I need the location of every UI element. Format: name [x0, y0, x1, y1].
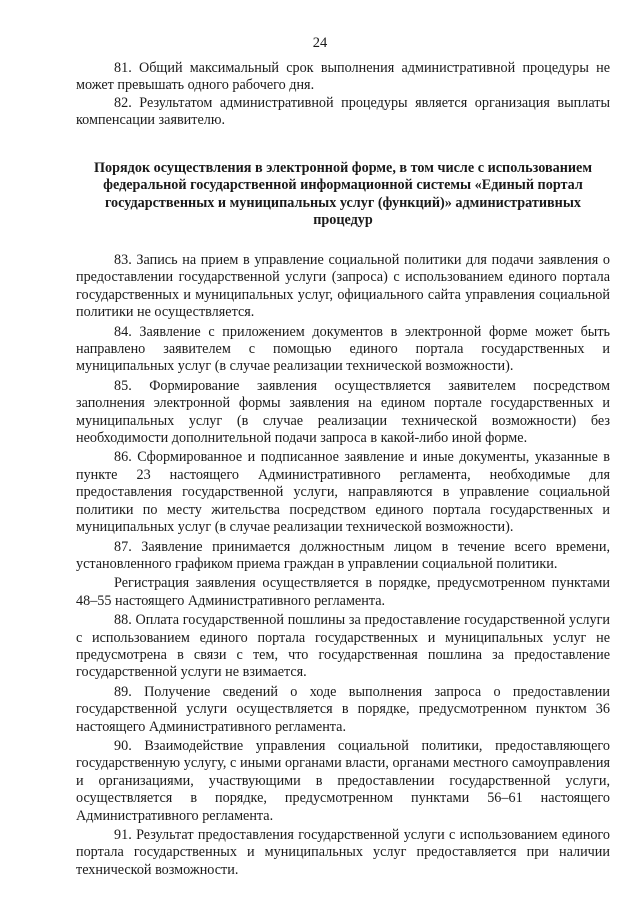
paragraph-85: 85. Формирование заявления осуществляется заявителем посредством заполнения электронной формы заявления на едином портале государственных и муниципальных услуг (в случае реализации технической возможности) без необходимости дополнительной подачи запроса в какой-либо иной форме.	[76, 377, 610, 447]
section-heading: Порядок осуществления в электронной форме, в том числе с использованием федеральной государственной информационной системы «Единый портал государственных и муниципальных услуг (функций)» административных процедур	[93, 159, 593, 229]
page-number: 24	[312, 35, 328, 51]
paragraph-83: 83. Запись на прием в управление социальной политики для подачи заявления о предоставлении государственной услуги (запроса) с использованием единого портала государственных и муниципальных услуг, официального сайта управления социальной политики не осуществляется.	[76, 252, 610, 321]
paragraph-90: 90. Взаимодействие управления социальной политики, предоставляющего государственную услугу, с иными органами власти, органами местного самоуправления и организациями, участвующими в предоставлении государственной услуги, осуществляется в порядке, предусмотренном пунктами 56–61 настоящего Административного регламента.	[76, 737, 610, 824]
paragraph-82: 82. Результатом административной процедуры является организация выплаты компенсации заявителю.	[76, 94, 610, 129]
paragraph-87: 87. Заявление принимается должностным лицом в течение всего времени, установленного графиком приема граждан в управлении социальной политики.	[76, 538, 610, 572]
paragraph-88: 88. Оплата государственной пошлины за предоставление государственной услуги с использованием единого портала государственных и муниципальных услуг не предусмотрена в связи с тем, что государственная пошлина за предоставление государственной услуги не взимается.	[76, 612, 610, 681]
paragraph-84: 84. Заявление с приложением документов в электронной форме может быть направлено заявителем с помощью единого портала государственных и муниципальных услуг (в случае реализации технической возможности).	[76, 323, 610, 375]
paragraph-89: 89. Получение сведений о ходе выполнения запроса о предоставлении государственной услуги осуществляется в порядке, предусмотренном пунктом 36 настоящего Административного регламента.	[76, 683, 610, 735]
paragraph-registration: Регистрация заявления осуществляется в порядке, предусмотренном пунктами 48–55 настоящего Административного регламента.	[76, 575, 610, 609]
paragraph-81: 81. Общий максимальный срок выполнения административной процедуры не может превышать одного рабочего дня.	[76, 60, 610, 94]
paragraph-91: 91. Результат предоставления государственной услуги с использованием единого портала государственных и муниципальных услуг предоставляется при наличии технической возможности.	[76, 827, 610, 878]
paragraph-86: 86. Сформированное и подписанное заявление и иные документы, указанные в пункте 23 настоящего Административного регламента, необходимые для предоставления государственной услуги, направляются в управление социальной политики по месту жительства посредством единого портала государственных и муниципальных услуг (в случае реализации технической возможности).	[76, 449, 610, 536]
document-body	[76, 60, 610, 879]
